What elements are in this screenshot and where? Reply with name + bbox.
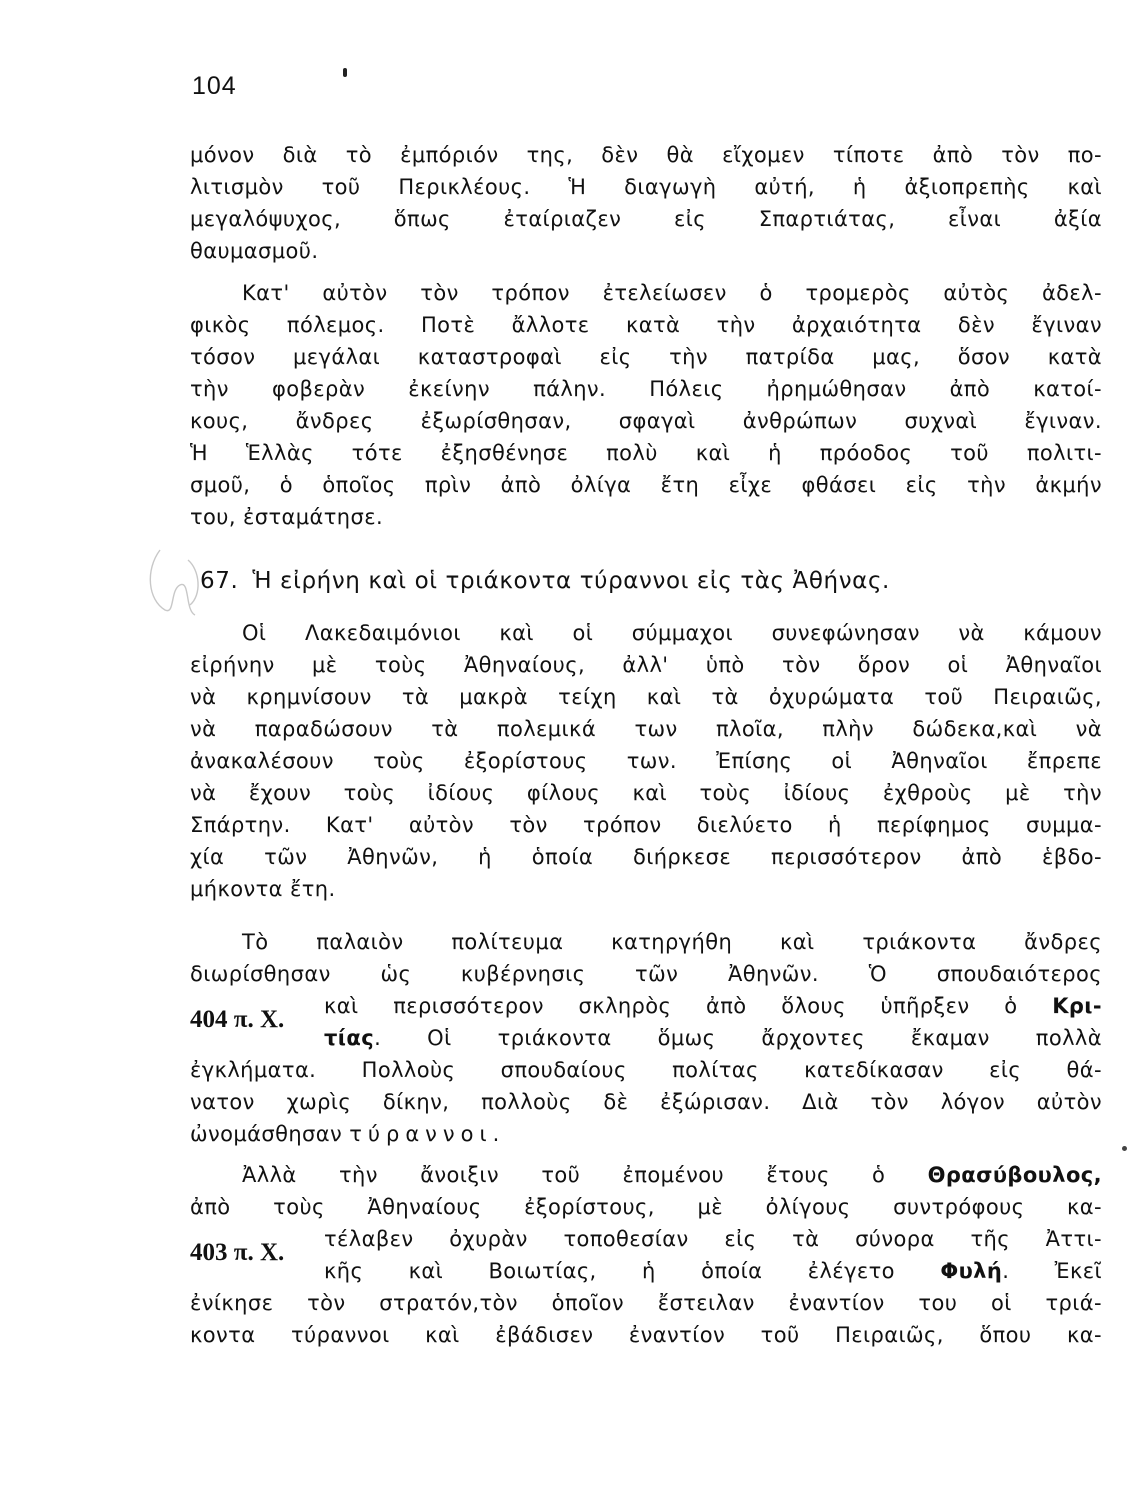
text-line [190, 990, 1102, 1022]
text-line: μεγαλόψυχος, ὅπως ἐταίριαζεν εἰς Σπαρτιάτας, εἶναι ἀξία [190, 207, 1102, 231]
text-line: κους, ἄνδρες ἐξωρίσθησαν, σφαγαὶ ἀνθρώπων συχναὶ ἔγιναν. [190, 409, 1102, 433]
page-number: 104 [192, 72, 237, 100]
text-line: εἰρήνην μὲ τοὺς Ἀθηναίους, ἀλλ' ὑπὸ τὸν ὅρον οἱ Ἀθηναῖοι [190, 653, 1102, 677]
text-line: τὴν φοβερὰν ἐκείνην πάλην. Πόλεις ἠρημώθησαν ἀπὸ κατοί- [190, 377, 1102, 401]
text-line: Κατ' αὐτὸν τὸν τρόπον ἐτελείωσεν ὁ τρομερὸς αὐτὸς ἀδελ- [242, 281, 1102, 305]
text-line [190, 1159, 1102, 1191]
text-line: Σπάρτην. Κατ' αὐτὸν τὸν τρόπον διελύετο ἡ περίφημος συμμα- [190, 813, 1102, 837]
emphasized-word: τύραννοι. [349, 1122, 506, 1146]
place-phyle: Φυλή [940, 1259, 1003, 1283]
text-line: τέλαβεν ὀχυρὰν τοποθεσίαν εἰς τὰ σύνορα τῆς Ἀττι- [324, 1227, 1102, 1251]
text-line: σμοῦ, ὁ ὁποῖος πρὶν ἀπὸ ὀλίγα ἔτη εἶχε φθάσει εἰς τὴν ἀκμήν [190, 473, 1102, 497]
text-line [190, 1255, 1102, 1287]
text-line: μήκοντα ἔτη. [190, 877, 336, 901]
text-line: ἐγκλήματα. Πολλοὺς σπουδαίους πολίτας κατεδίκασαν εἰς θά- [190, 1058, 1102, 1082]
text-span: Ἀλλὰ τὴν ἄνοιξιν τοῦ ἐπομένου ἔτους ὁ [242, 1163, 928, 1187]
paragraph-thirty-tyrants [190, 926, 1102, 1150]
text-span: καὶ περισσότερον σκληρὸς ἀπὸ ὅλους ὑπῆρξεν ὁ [324, 994, 1053, 1018]
margin-date-404: 404 π. Χ. [190, 1006, 285, 1033]
text-line: του, ἐσταμάτησε. [190, 505, 384, 529]
text-line: ἀνακαλέσουν τοὺς ἐξορίστους των. Ἐπίσης οἱ Ἀθηναῖοι ἔπρεπε [190, 749, 1102, 773]
paragraph-thrasybulus [190, 1159, 1102, 1351]
text-line [190, 1022, 1102, 1054]
text-line [190, 1118, 1102, 1150]
print-speck [343, 68, 347, 77]
text-span: ὠνομάσθησαν [190, 1122, 350, 1146]
text-line: νὰ ἔχουν τοὺς ἰδίους φίλους καὶ τοὺς ἰδίους ἐχθροὺς μὲ τὴν [190, 781, 1102, 805]
text-line: λιτισμὸν τοῦ Περικλέους. Ἡ διαγωγὴ αὐτή, ἡ ἀξιοπρεπὴς καὶ [190, 175, 1102, 199]
text-span: . Οἱ τριάκοντα ὅμως ἄρχοντες ἔκαμαν πολλὰ [374, 1026, 1102, 1050]
text-line: νὰ κρημνίσουν τὰ μακρὰ τείχη καὶ τὰ ὀχυρώματα τοῦ Πειραιῶς, [190, 685, 1102, 709]
margin-date-403: 403 π. Χ. [190, 1239, 285, 1266]
section-heading [200, 564, 1105, 598]
text-line: κοντα τύραννοι καὶ ἐβάδισεν ἐναντίον τοῦ Πειραιῶς, ὅπου κα- [190, 1323, 1102, 1347]
text-line: μόνον διὰ τὸ ἐμπόριόν της, δὲν θὰ εἴχομεν τίποτε ἀπὸ τὸν πο- [190, 143, 1102, 167]
text-line: νατον χωρὶς δίκην, πολλοὺς δὲ ἐξώρισαν. Διὰ τὸν λόγον αὐτὸν [190, 1090, 1102, 1114]
text-line: θαυμασμοῦ. [190, 239, 319, 263]
text-line: ἐνίκησε τὸν στρατόν,τὸν ὁποῖον ἔστειλαν ἐναντίον του οἱ τριά- [190, 1291, 1102, 1315]
text-line: Τὸ παλαιὸν πολίτευμα κατηργήθη καὶ τριάκοντα ἄνδρες [242, 930, 1102, 954]
text-span: . Ἐκεῖ [1002, 1259, 1102, 1283]
paragraph-continuation [190, 139, 1102, 267]
text-line: ἀπὸ τοὺς Ἀθηναίους ἐξορίστους, μὲ ὀλίγους συντρόφους κα- [190, 1195, 1102, 1219]
paragraph-war-end [190, 277, 1102, 533]
text-line: Οἱ Λακεδαιμόνιοι καὶ οἱ σύμμαχοι συνεφώνησαν νὰ κάμουν [242, 621, 1102, 645]
print-speck [1122, 1146, 1127, 1151]
text-line: τόσον μεγάλαι καταστροφαὶ εἰς τὴν πατρίδα μας, ὅσον κατὰ [190, 345, 1102, 369]
text-line: χία τῶν Ἀθηνῶν, ἡ ὁποία διήρκεσε περισσότερον ἀπὸ ἑβδο- [190, 845, 1102, 869]
text-line: Ἡ Ἑλλὰς τότε ἐξησθένησε πολὺ καὶ ἡ πρόοδος τοῦ πολιτι- [190, 441, 1102, 465]
name-thrasybulus: Θρασύβουλος, [927, 1163, 1102, 1187]
name-kritias: Κρι- [1052, 994, 1102, 1018]
name-kritias-end: τίας [324, 1026, 375, 1050]
text-line: φικὸς πόλεμος. Ποτὲ ἄλλοτε κατὰ τὴν ἀρχαιότητα δὲν ἔγιναν [190, 313, 1102, 337]
text-line: νὰ παραδώσουν τὰ πολεμικά των πλοῖα, πλὴν δώδεκα,καὶ νὰ [190, 717, 1102, 741]
section-title: Ἡ εἰρήνη καὶ οἱ τριάκοντα τύραννοι εἰς τὰς Ἀθήνας. [252, 568, 890, 594]
section-number: 67. [200, 568, 239, 594]
text-line: διωρίσθησαν ὡς κυβέρνησις τῶν Ἀθηνῶν. Ὁ σπουδαιότερος [190, 962, 1102, 986]
text-span: κῆς καὶ Βοιωτίας, ἡ ὁποία ἐλέγετο [324, 1259, 941, 1283]
paragraph-peace-terms [190, 617, 1102, 905]
